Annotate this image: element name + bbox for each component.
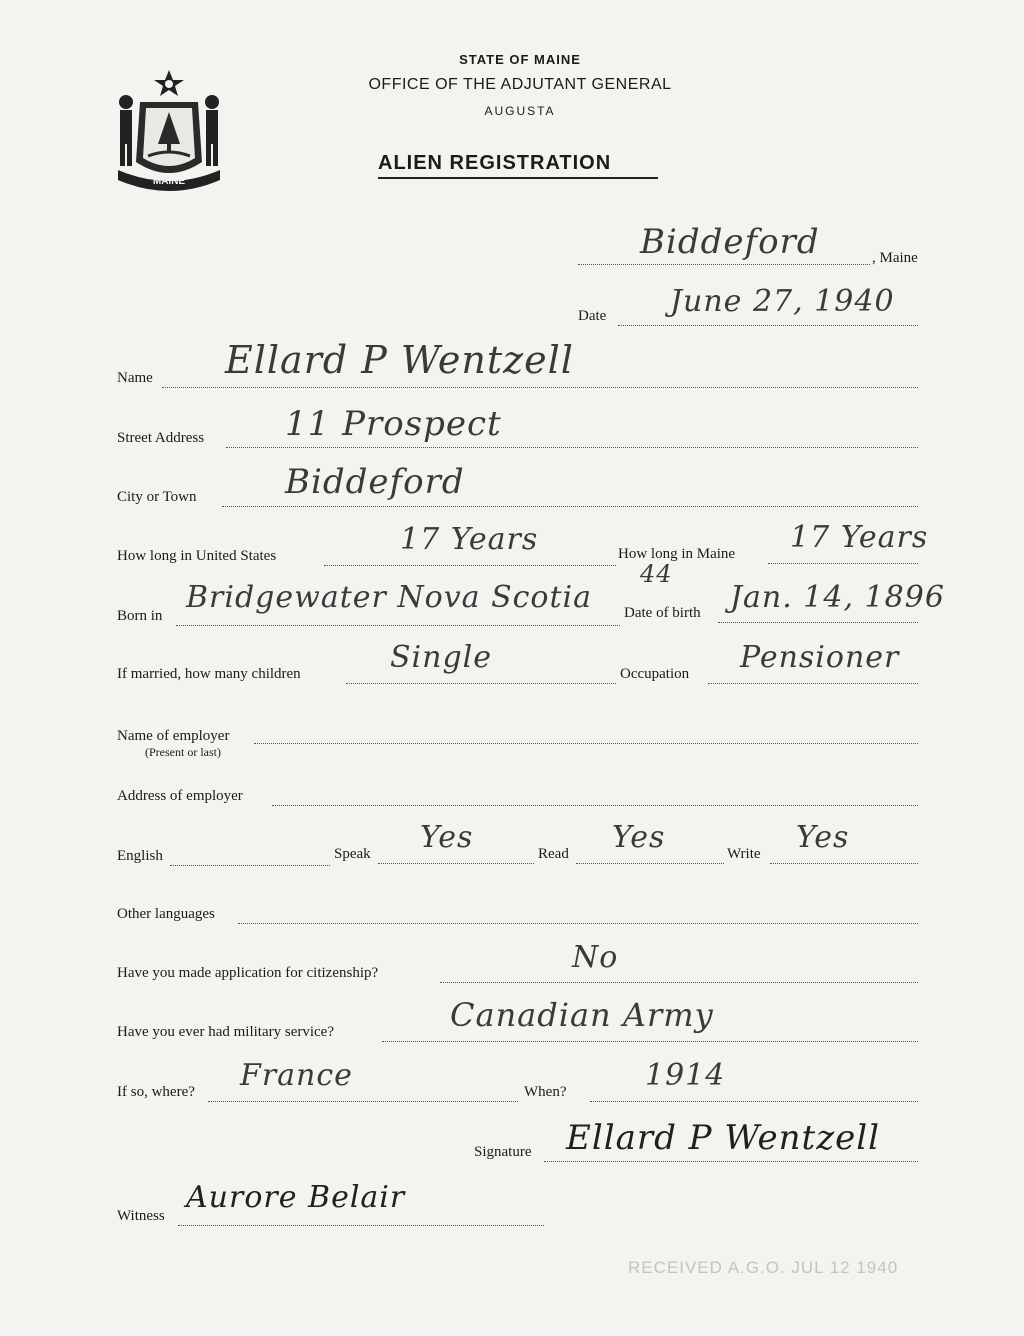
born-in-line xyxy=(176,625,620,626)
city-value: Biddeford xyxy=(285,462,465,502)
born-in-value: Bridgewater Nova Scotia xyxy=(186,580,593,615)
age-note: 44 xyxy=(640,560,673,588)
form-title: ALIEN REGISTRATION xyxy=(378,152,658,179)
maine-label: , Maine xyxy=(872,250,918,266)
military-value: Canadian Army xyxy=(450,996,714,1034)
city-line xyxy=(222,506,918,507)
how-long-maine-label: How long in Maine xyxy=(618,546,736,562)
name-label: Name xyxy=(117,370,153,386)
witness-value: Aurore Belair xyxy=(186,1180,406,1215)
how-long-us-value: 17 Years xyxy=(400,522,539,557)
street-label: Street Address xyxy=(117,430,205,446)
other-languages-label: Other languages xyxy=(117,906,215,922)
born-in-label: Born in xyxy=(117,608,163,624)
seal-banner-text: MAINE xyxy=(152,176,186,187)
english-line xyxy=(170,865,330,866)
date-value: June 27, 1940 xyxy=(670,284,895,319)
children-line xyxy=(346,683,616,684)
write-value: Yes xyxy=(796,820,850,855)
name-line xyxy=(162,387,918,388)
speak-label: Speak xyxy=(334,846,371,862)
town-line xyxy=(578,264,870,265)
where-value: France xyxy=(240,1058,353,1093)
how-long-maine-line xyxy=(768,563,918,564)
read-value: Yes xyxy=(612,820,666,855)
date-line xyxy=(618,325,918,326)
military-label: Have you ever had military service? xyxy=(117,1024,334,1040)
speak-line xyxy=(378,863,534,864)
state-heading: STATE OF MAINE xyxy=(459,52,581,67)
maine-state-seal-icon xyxy=(110,66,228,194)
when-label: When? xyxy=(524,1084,567,1100)
date-of-birth-value: Jan. 14, 1896 xyxy=(730,580,945,615)
when-value: 1914 xyxy=(645,1058,726,1093)
when-line xyxy=(590,1101,918,1102)
how-long-us-line xyxy=(324,565,616,566)
write-label: Write xyxy=(727,846,761,862)
employer-address-label: Address of employer xyxy=(117,788,243,804)
write-line xyxy=(770,863,918,864)
town-value: Biddeford xyxy=(640,222,820,262)
where-label: If so, where? xyxy=(117,1084,195,1100)
other-languages-line xyxy=(238,923,918,924)
english-label: English xyxy=(117,848,163,864)
signature-line xyxy=(544,1161,918,1162)
city-label: City or Town xyxy=(117,489,197,505)
witness-label: Witness xyxy=(117,1208,165,1224)
citizenship-line xyxy=(440,982,918,983)
occupation-label: Occupation xyxy=(620,666,690,682)
military-line xyxy=(382,1041,918,1042)
name-value: Ellard P Wentzell xyxy=(225,338,574,382)
children-label: If married, how many children xyxy=(117,666,301,682)
employer-note: (Present or last) xyxy=(145,745,221,759)
witness-line xyxy=(178,1225,544,1226)
date-of-birth-line xyxy=(718,622,918,623)
signature-value: Ellard P Wentzell xyxy=(566,1118,880,1158)
how-long-us-label: How long in United States xyxy=(117,548,277,564)
citizenship-value: No xyxy=(572,940,619,975)
street-value: 11 Prospect xyxy=(285,404,502,444)
citizenship-label: Have you made application for citizenship? xyxy=(117,965,379,981)
how-long-maine-value: 17 Years xyxy=(790,520,929,555)
signature-label: Signature xyxy=(474,1144,532,1160)
read-line xyxy=(576,863,724,864)
received-stamp: RECEIVED A.G.O. JUL 12 1940 xyxy=(628,1258,899,1277)
speak-value: Yes xyxy=(420,820,474,855)
street-line xyxy=(226,447,918,448)
children-value: Single xyxy=(390,640,493,675)
employer-address-line xyxy=(272,805,918,806)
date-label: Date xyxy=(578,308,607,324)
employer-line xyxy=(254,743,918,744)
where-line xyxy=(208,1101,518,1102)
employer-label: Name of employer xyxy=(117,728,230,744)
city-heading: AUGUSTA xyxy=(484,104,556,118)
read-label: Read xyxy=(538,846,569,862)
date-of-birth-label: Date of birth xyxy=(624,605,701,621)
occupation-value: Pensioner xyxy=(740,640,900,675)
office-heading: OFFICE OF THE ADJUTANT GENERAL xyxy=(368,76,672,93)
occupation-line xyxy=(708,683,918,684)
